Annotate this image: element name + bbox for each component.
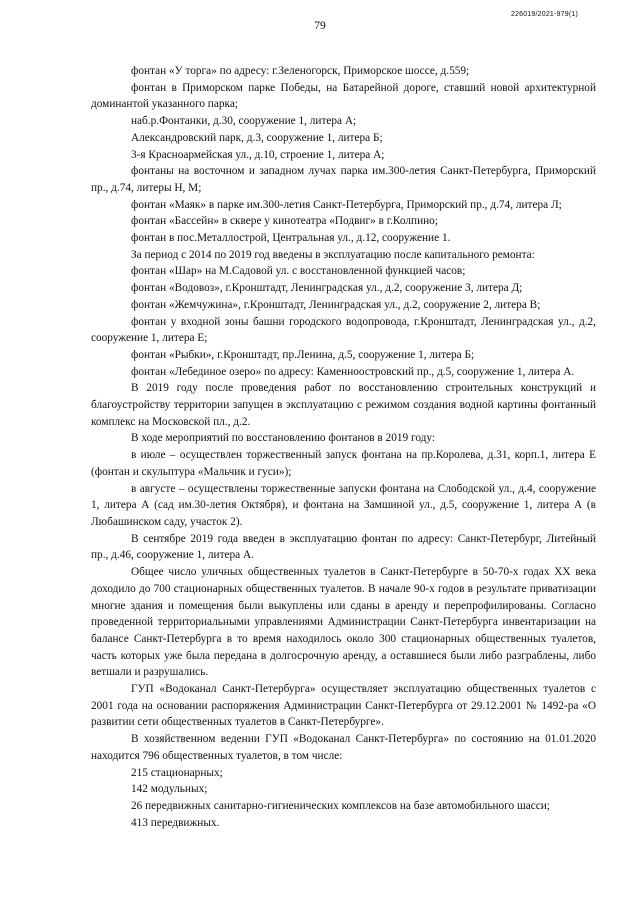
paragraph: фонтан у входной зоны башни городского водопровода, г.Кронштадт, Ленинградская ул., д.2, сооружение 1, литера Е; (91, 315, 596, 345)
paragraph: В 2019 году после проведения работ по восстановлению строительных конструкций и благоустройству территории запущен в эксплуатацию с режимом создания водной картины фонтанный комплекс на Московской пл., д.2. (91, 382, 596, 428)
paragraph: Александровский парк, д.3, сооружение 1, литера Б; (131, 131, 383, 144)
paragraph: в августе – осуществлены торжественные запуски фонтана на Слободской ул., д.4, сооружение 1, литера А (сад им.30-летия Октября), и фонтана на Замшиной ул., д.5, сооружение 1, литера А (в Любашинском саду, участок 2). (91, 482, 596, 528)
paragraph: фонтан «Водовоз», г.Кронштадт, Ленинградская ул., д.2, сооружение 3, литера Д; (131, 282, 523, 295)
paragraph: фонтан «У торга» по адресу: г.Зеленогорск, Приморское шоссе, д.559; (131, 65, 470, 77)
paragraph: фонтан в пос.Металлострой, Центральная ул., д.12, сооружение 1. (131, 232, 451, 245)
paragraph: 26 передвижных санитарно-гигиенических комплексов на базе автомобильного шасси; (131, 799, 550, 812)
paragraph: В ходе мероприятий по восстановлению фонтанов в 2019 году: (131, 432, 436, 445)
paragraph: фонтан «Бассейн» в сквере у кинотеатра «Подвиг» в г.Колпино; (131, 215, 438, 228)
paragraph: 413 передвижных. (131, 816, 220, 829)
paragraph: фонтан «Рыбки», г.Кронштадт, пр.Ленина, д.5, сооружение 1, литера Б; (131, 348, 475, 361)
paragraph: фонтан «Жемчужина», г.Кронштадт, Ленинградская ул., д.2, сооружение 2, литера В; (131, 298, 541, 311)
page-number: 79 (314, 20, 326, 32)
document-id: 226019/2021-979(1) (510, 11, 578, 18)
paragraph: 215 стационарных; (131, 766, 223, 779)
document-body (91, 63, 596, 831)
paragraph: в июле – осуществлен торжественный запуск фонтана на пр.Королева, д.31, корп.1, литера Е (фонтан и скульптура «Мальчик и гуси»); (91, 449, 596, 478)
paragraph: 3-я Красноармейская ул., д.10, строение 1, литера А; (131, 148, 385, 161)
paragraph: фонтан «Маяк» в парке им.300-летия Санкт-Петербурга, Приморский пр., д.74, литера Л; (131, 198, 562, 211)
paragraph: фонтаны на восточном и западном лучах парка им.300-летия Санкт-Петербурга, Приморский пр., д.74, литеры Н, М; (91, 165, 596, 194)
paragraph: В хозяйственном ведении ГУП «Водоканал Санкт-Петербурга» по состоянию на 01.01.2020 находится 796 общественных туалетов, в том числе: (91, 733, 596, 762)
paragraph: 142 модульных; (131, 783, 208, 796)
paragraph: фонтан «Лебединое озеро» по адресу: Каменноостровский пр., д.5, сооружение 1, литера А. (131, 365, 575, 378)
paragraph: В сентябре 2019 года введен в эксплуатацию фонтан по адресу: Санкт-Петербург, Литейный пр., д.46, сооружение 1, литера А. (91, 532, 596, 562)
paragraph: фонтан «Шар» на М.Садовой ул. с восстановленной функцией часов; (131, 265, 466, 278)
paragraph: фонтан в Приморском парке Победы, на Батарейной дороге, ставший новой архитектурной доминантой указанного парка; (91, 81, 596, 111)
paragraph: Общее число уличных общественных туалетов в Санкт-Петербурге в 50-70-х годах XX века доходило до 700 стационарных общественных туалетов. В начале 90-х годов в результате приватизации многие здания и помещения были выкуплены или сданы в аренду и перепрофилированы. Согласно проведенной территориальными управлениями Администрации Санкт-Петербурга инвентаризации на балансе Санкт-Петербурга в то время находилось около 300 стационарных общественных туалетов, часть которых уже была передана в долгосрочную аренду, а оставшиеся были либо разграблены, либо ветшали и разрушались. (91, 566, 596, 679)
paragraph: наб.р.Фонтанки, д.30, сооружение 1, литера А; (131, 115, 357, 128)
paragraph: ГУП «Водоканал Санкт-Петербурга» осуществляет эксплуатацию общественных туалетов с 2001 года на основании распоряжения Администрации Санкт-Петербурга от 29.12.2001 № 1492-ра «О развитии сети общественных туалетов в Санкт-Петербурге». (91, 683, 596, 729)
paragraph: За период с 2014 по 2019 год введены в эксплуатацию после капитального ремонта: (131, 248, 535, 261)
